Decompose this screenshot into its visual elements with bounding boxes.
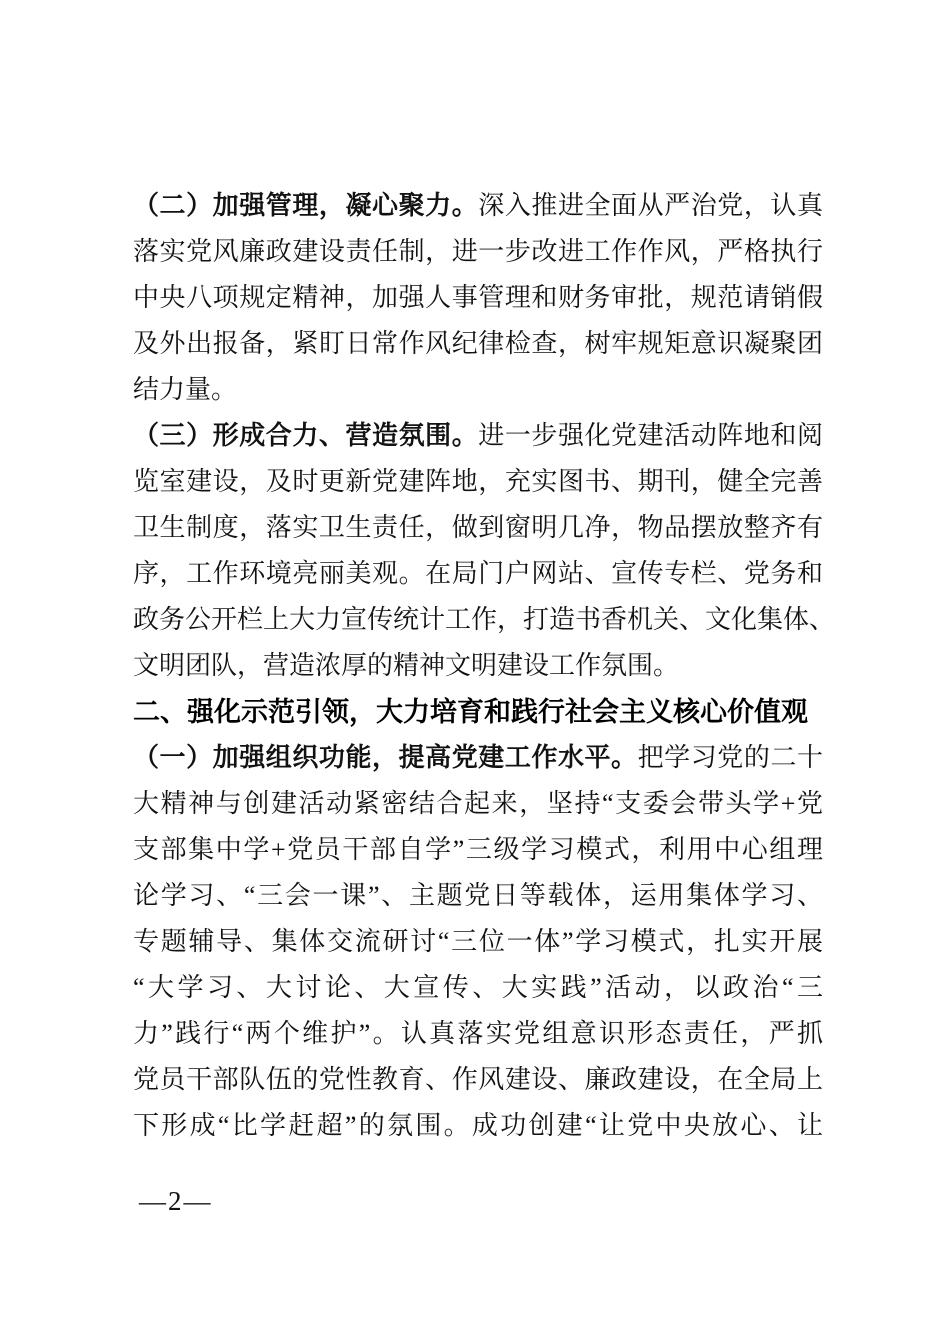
line-text: 党员干部队伍的党性教育、作风建设、廉政建设，在全局上 bbox=[133, 1065, 823, 1094]
body-line bbox=[133, 873, 823, 919]
line-text: 支部集中学+党员干部自学”三级学习模式，利用中心组理 bbox=[133, 835, 823, 864]
line-text: 序，工作环境亮丽美观。在局门户网站、宣传专栏、党务和 bbox=[133, 559, 823, 588]
body-line bbox=[133, 183, 823, 229]
body-line bbox=[133, 735, 823, 781]
line-text: 及外出报备，紧盯日常作风纪律检查，树牢规矩意识凝聚团 bbox=[133, 329, 823, 358]
body-line bbox=[133, 229, 823, 275]
line-text: 大精神与创建活动紧密结合起来，坚持“支委会带头学+党 bbox=[133, 789, 823, 818]
paragraph-lead: （一）加强组织功能，提高党建工作水平。 bbox=[133, 743, 638, 772]
page-number: —2— bbox=[139, 1186, 213, 1216]
line-text: 政务公开栏上大力宣传统计工作，打造书香机关、文化集体、 bbox=[133, 605, 836, 634]
paragraph-lead: （二）加强管理，凝心聚力。 bbox=[133, 191, 479, 220]
line-text: 下形成“比学赶超”的氛围。成功创建“让党中央放心、让 bbox=[133, 1111, 823, 1140]
line-text: 览室建设，及时更新党建阵地，充实图书、期刊，健全完善 bbox=[133, 467, 823, 496]
body-line bbox=[133, 1011, 823, 1057]
paragraph-lead: （三）形成合力、营造氛围。 bbox=[133, 421, 479, 450]
line-text: “大学习、大讨论、大宣传、大实践”活动，以政治“三 bbox=[133, 973, 823, 1002]
body-line bbox=[133, 321, 823, 367]
body-line bbox=[133, 413, 823, 459]
line-text: 进一步强化党建活动阵地和阅 bbox=[478, 421, 823, 450]
body-line bbox=[133, 827, 823, 873]
body-line bbox=[133, 965, 823, 1011]
line-text: 把学习党的二十 bbox=[637, 743, 823, 772]
line-text: 专题辅导、集体交流研讨“三位一体”学习模式，扎实开展 bbox=[133, 927, 823, 956]
body-line bbox=[133, 1057, 823, 1103]
body-line bbox=[133, 643, 823, 689]
body-line bbox=[133, 597, 836, 643]
section-heading: 二、强化示范引领，大力培育和践行社会主义核心价值观 bbox=[133, 697, 808, 727]
line-text: 力”践行“两个维护”。认真落实党组意识形态责任，严抓 bbox=[133, 1019, 823, 1048]
body-line bbox=[133, 551, 823, 597]
body-line bbox=[133, 505, 823, 551]
body-line bbox=[133, 367, 823, 413]
body-line bbox=[133, 781, 823, 827]
line-text: 论学习、“三会一课”、主题党日等载体，运用集体学习、 bbox=[133, 881, 823, 910]
line-text: 深入推进全面从严治党，认真 bbox=[478, 191, 823, 220]
document-text-block bbox=[133, 183, 836, 1149]
line-text: 文明团队，营造浓厚的精神文明建设工作氛围。 bbox=[133, 651, 680, 680]
body-line bbox=[133, 919, 823, 965]
line-text: 落实党风廉政建设责任制，进一步改进工作作风，严格执行 bbox=[133, 237, 823, 266]
body-line bbox=[133, 275, 823, 321]
line-text: 结力量。 bbox=[133, 375, 238, 404]
line-text: 中央八项规定精神，加强人事管理和财务审批，规范请销假 bbox=[133, 283, 823, 312]
body-line bbox=[133, 459, 823, 505]
line-text: 卫生制度，落实卫生责任，做到窗明几净，物品摆放整齐有 bbox=[133, 513, 823, 542]
body-line bbox=[133, 1103, 823, 1149]
